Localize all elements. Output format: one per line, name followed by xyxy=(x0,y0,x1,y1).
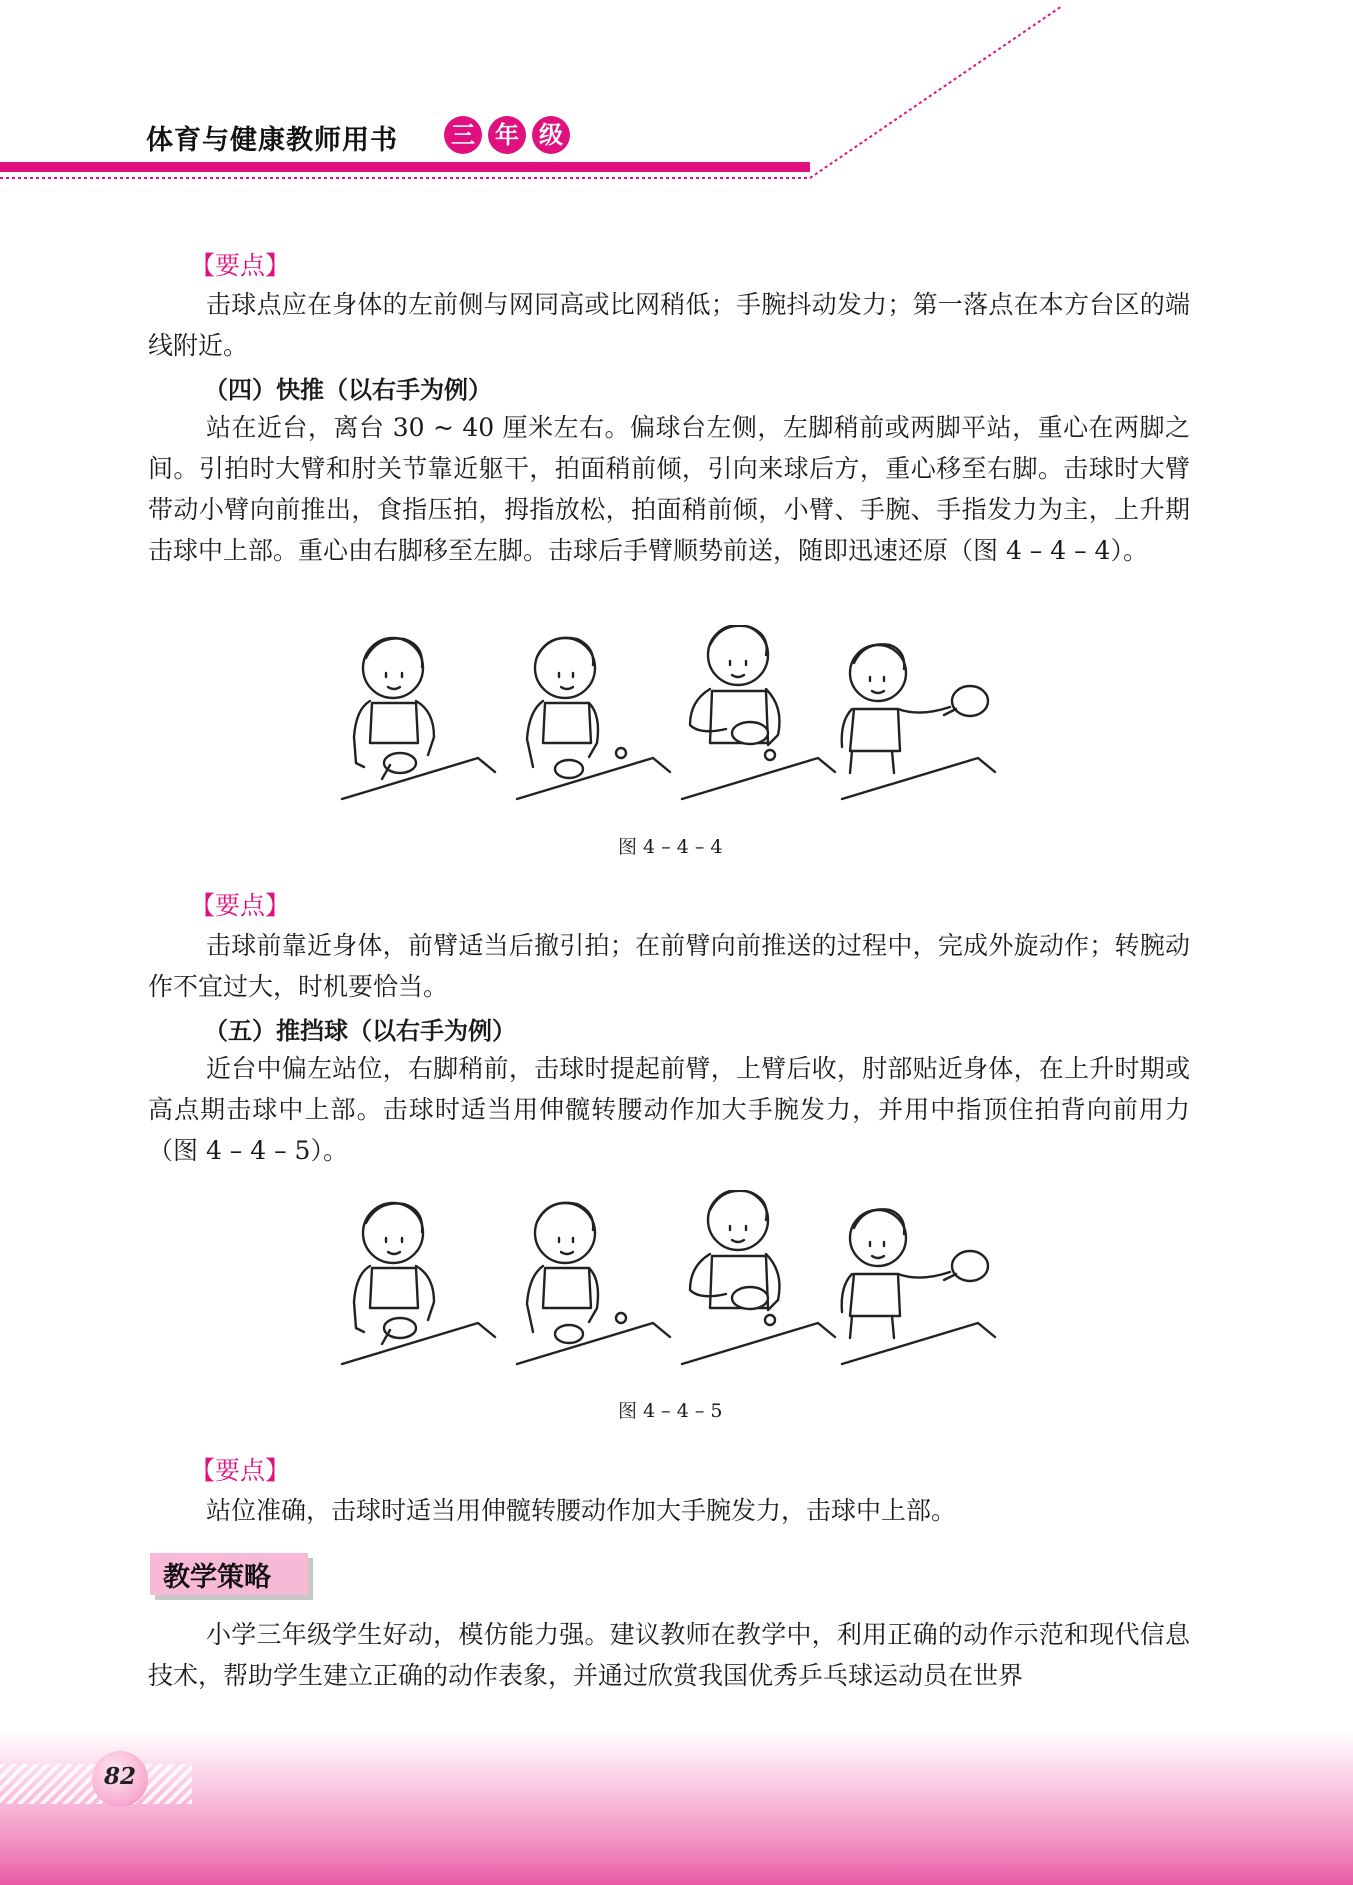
figure-caption-1: 图 4 – 4 – 4 xyxy=(618,836,723,858)
paragraph-1: 击球点应在身体的左前侧与网同高或比网稍低；手腕抖动发力；第一落点在本方台区的端线附近。 xyxy=(148,290,1190,360)
figure-pose-1 xyxy=(342,1203,495,1364)
header-decoration xyxy=(0,0,1353,200)
figure-pose-2 xyxy=(517,638,670,799)
header-title: 体育与健康教师用书 xyxy=(146,125,398,156)
strategy-heading: 教学策略 xyxy=(163,1562,271,1593)
keypoint-label-1: 【要点】 xyxy=(190,251,291,280)
figure-pose-4 xyxy=(842,1209,995,1364)
header-bar xyxy=(0,162,810,172)
subheading-kuaitui: （四）快推（以右手为例） xyxy=(204,376,492,404)
figure-pose-1 xyxy=(342,638,495,799)
paragraph-4: 近台中偏左站位，右脚稍前，击球时提起前臂，上臂后收，肘部贴近身体，在上升时期或高点期击球中上部。击球时适当用伸髋转腰动作加大手腕发力，并用中指顶住拍背向前用力（图 4 – 4 – 5）。 xyxy=(148,1054,1190,1165)
paragraph-5: 站位准确，击球时适当用伸髋转腰动作加大手腕发力，击球中上部。 xyxy=(206,1496,957,1525)
keypoint-label-3: 【要点】 xyxy=(190,1456,291,1485)
figure-4-4-5 xyxy=(330,1190,1020,1370)
page-number: 82 xyxy=(103,1763,136,1790)
paragraph-3: 击球前靠近身体，前臂适当后撤引拍；在前臂向前推送的过程中，完成外旋动作；转腕动作不宜过大，时机要恰当。 xyxy=(148,931,1190,1001)
figure-pose-2 xyxy=(517,1203,670,1364)
grade-char-2: 年 xyxy=(488,116,526,154)
figure-pose-3 xyxy=(682,625,835,799)
figure-pose-4 xyxy=(842,644,995,799)
figure-caption-2: 图 4 – 4 – 5 xyxy=(618,1400,723,1422)
paragraph-2: 站在近台，离台 30 ~ 40 厘米左右。偏球台左侧，左脚稍前或两脚平站，重心在两脚之间。引拍时大臂和肘关节靠近躯干，拍面稍前倾，引向来球后方，重心移至右脚。击球时大臂带动小臂向前推出，食指压拍，拇指放松，拍面稍前倾，小臂、手腕、手指发力为主，上升期击球中上部。重心由右脚移至左脚。击球后手臂顺势前送，随即迅速还原（图 4 – 4 – 4）。 xyxy=(148,413,1190,565)
paragraph-6: 小学三年级学生好动，模仿能力强。建议教师在教学中，利用正确的动作示范和现代信息技术，帮助学生建立正确的动作表象，并通过欣赏我国优秀乒乓球运动员在世界 xyxy=(148,1620,1190,1690)
grade-char-1: 三 xyxy=(444,116,482,154)
footer-band xyxy=(0,1730,1353,1885)
keypoint-label-2: 【要点】 xyxy=(190,891,291,920)
subheading-tuidangqiu: （五）推挡球（以右手为例） xyxy=(204,1017,516,1045)
figure-pose-3 xyxy=(682,1190,835,1364)
figure-4-4-4 xyxy=(330,625,1020,805)
header-diagonal-line xyxy=(810,6,1062,178)
grade-char-3: 级 xyxy=(532,116,570,154)
